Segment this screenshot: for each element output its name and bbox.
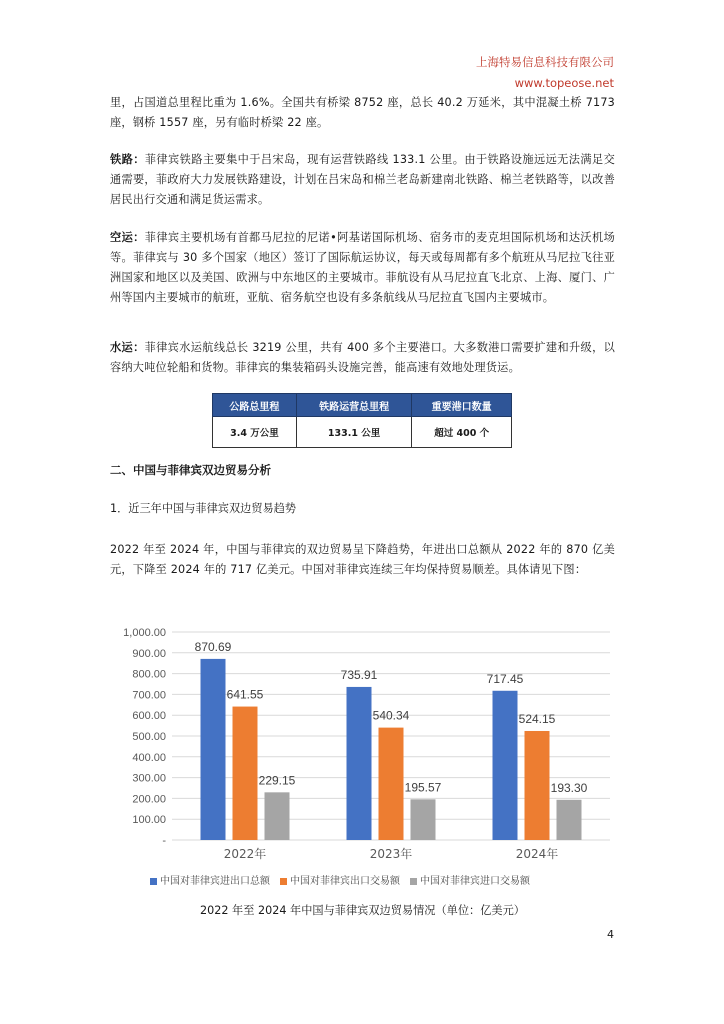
company-website[interactable]: www.topeose.net xyxy=(514,76,614,90)
subsection-heading: 1．近三年中国与菲律宾双边贸易趋势 xyxy=(110,502,297,515)
paragraph-trade-trend: 2022 年至 2024 年，中国与菲律宾的双边贸易呈下降趋势，年进出口总额从 2022 年的 870 亿美元，下降至 2024 年的 717 亿美元。中国对菲律宾连续三年均保持贸易顺差。具体请见下图： xyxy=(110,543,615,576)
y-tick-label: 100.00 xyxy=(132,814,166,827)
table-cell: 3.4 万公里 xyxy=(213,417,297,448)
chart-legend xyxy=(150,872,610,887)
y-tick-label: 200.00 xyxy=(132,793,166,806)
table-header-row xyxy=(213,394,512,417)
table-header-cell: 公路总里程 xyxy=(213,394,297,417)
table-header-cell: 铁路运营总里程 xyxy=(296,394,411,417)
railway-label: 铁路： xyxy=(110,153,145,166)
table-row xyxy=(213,417,512,448)
railway-text: 菲律宾铁路主要集中于吕宋岛，现有运营铁路线 133.1 公里。由于铁路设施远远无法满足交通需要，菲政府大力发展铁路建设，计划在吕宋岛和棉兰老岛新建南北铁路、棉兰老铁路等，以改善居民出行交通和满足货运需求。 xyxy=(110,153,615,206)
chart-bar xyxy=(493,691,518,840)
y-tick-label: 1,000.00 xyxy=(123,627,166,639)
table-header-cell: 重要港口数量 xyxy=(412,394,512,417)
y-tick-label: 500.00 xyxy=(132,731,166,743)
water-label: 水运： xyxy=(110,341,145,354)
chart-bar xyxy=(233,707,258,840)
bar-data-label: 735.91 xyxy=(340,667,378,682)
x-tick-label: 2022年 xyxy=(223,847,267,861)
paragraph-bridges: 里，占国道总里程比重为 1.6%。全国共有桥梁 8752 座，总长 40.2 万延米，其中混凝土桥 7173 座，钢桥 1557 座，另有临时桥梁 22 座。 xyxy=(110,96,615,129)
y-tick-label: 800.00 xyxy=(132,668,166,681)
chart-bar xyxy=(379,728,404,840)
section-heading: 二、中国与菲律宾双边贸易分析 xyxy=(110,463,271,477)
y-tick-label: 400.00 xyxy=(132,751,166,764)
y-tick-label: 900.00 xyxy=(132,647,166,660)
transport-summary-table xyxy=(212,393,512,448)
air-label: 空运： xyxy=(110,231,145,244)
bar-data-label: 195.57 xyxy=(404,780,442,795)
chart-bar xyxy=(525,731,550,840)
y-tick-label: 600.00 xyxy=(132,710,166,723)
legend-item xyxy=(150,872,270,887)
paragraph-railway xyxy=(110,150,615,210)
legend-item xyxy=(410,872,530,887)
air-text: 菲律宾主要机场有首都马尼拉的尼诺•阿基诺国际机场、宿务市的麦克坦国际机场和达沃机场等。菲律宾与 30 多个国家（地区）签订了国际航运协议，每天或每周都有多个航班从马尼拉飞往亚洲国家和地区以及美国、欧洲与中东地区的主要城市。菲航设有从马尼拉直飞北京、上海、厦门、广州等国内主要城市的航班，亚航、宿务航空也设有多条航线从马尼拉直飞国内主要城市。 xyxy=(110,231,615,304)
legend-swatch-icon xyxy=(150,878,157,885)
chart-bar xyxy=(557,800,582,840)
page-number: 4 xyxy=(607,928,614,941)
paragraph-water xyxy=(110,338,615,378)
legend-label: 中国对菲律宾出口交易额 xyxy=(290,876,400,887)
x-tick-label: 2024年 xyxy=(515,847,559,861)
bar-data-label: 524.15 xyxy=(518,711,556,726)
legend-label: 中国对菲律宾进口交易额 xyxy=(420,876,530,887)
legend-swatch-icon xyxy=(410,878,417,885)
chart-bar xyxy=(347,687,372,840)
bar-data-label: 870.69 xyxy=(194,639,232,654)
bar-data-label: 229.15 xyxy=(258,773,296,788)
chart-caption: 2022 年至 2024 年中国与菲律宾双边贸易情况（单位：亿美元） xyxy=(200,904,525,917)
y-tick-label: 300.00 xyxy=(132,772,166,785)
water-text: 菲律宾水运航线总长 3219 公里，共有 400 多个主要港口。大多数港口需要扩建和升级，以容纳大吨位轮船和货物。菲律宾的集装箱码头设施完善，能高速有效地处理货运。 xyxy=(110,341,615,374)
paragraph-air xyxy=(110,228,615,308)
bar-data-label: 717.45 xyxy=(486,671,524,686)
bar-data-label: 540.34 xyxy=(372,708,410,723)
table-cell: 超过 400 个 xyxy=(412,417,512,448)
chart-bar xyxy=(411,799,436,840)
bar-data-label: 193.30 xyxy=(550,780,588,795)
y-tick-label: - xyxy=(162,835,166,847)
y-tick-label: 700.00 xyxy=(132,689,166,702)
x-tick-label: 2023年 xyxy=(369,847,413,861)
trade-bar-chart xyxy=(110,618,615,890)
legend-item xyxy=(280,872,400,887)
page-header xyxy=(476,52,614,94)
company-name: 上海特易信息科技有限公司 xyxy=(476,55,614,69)
table-cell: 133.1 公里 xyxy=(296,417,411,448)
chart-bar xyxy=(265,792,290,840)
bar-data-label: 641.55 xyxy=(226,687,264,702)
legend-label: 中国对菲律宾进出口总额 xyxy=(160,876,270,887)
legend-swatch-icon xyxy=(280,878,287,885)
chart-bar xyxy=(201,659,226,840)
